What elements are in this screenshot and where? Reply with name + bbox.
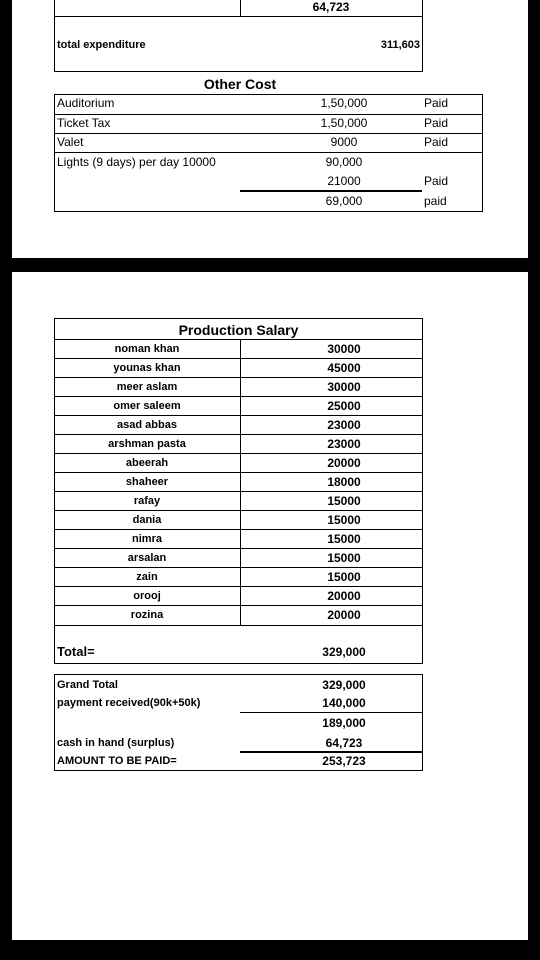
cost-amount: 21000: [327, 174, 361, 188]
cost-amount: 9000: [330, 135, 358, 149]
salary-amount: 18000: [327, 475, 361, 489]
summary-underline: [240, 751, 422, 753]
cost-amount: 1,50,000: [320, 96, 368, 110]
sum-underline: [240, 190, 422, 192]
employee-name: abeerah: [125, 457, 169, 469]
row-divider: [54, 472, 423, 473]
row-divider: [54, 133, 483, 134]
cost-status: paid: [424, 194, 447, 208]
cost-status: Paid: [424, 174, 449, 188]
table-border-right: [422, 0, 423, 72]
cost-amount: 90,000: [325, 155, 363, 169]
total-value: 329,000: [322, 645, 366, 659]
salary-amount: 30000: [327, 380, 361, 394]
payment-received-value: 140,000: [322, 696, 366, 710]
amount-to-be-paid-value: 253,723: [322, 754, 366, 768]
summary-underline: [240, 712, 422, 713]
table-bottom-border: [54, 71, 423, 72]
row-divider: [54, 586, 423, 587]
employee-name: noman khan: [114, 343, 180, 355]
salary-amount: 15000: [327, 513, 361, 527]
row-divider: [54, 434, 423, 435]
document-page-1: [12, 0, 528, 258]
salary-amount: 20000: [327, 589, 361, 603]
rows-bottom-divider: [54, 625, 423, 626]
grand-total-value: 329,000: [322, 678, 366, 692]
salary-amount: 15000: [327, 532, 361, 546]
row-divider: [54, 377, 423, 378]
top-value: 64,723: [312, 0, 350, 14]
row-divider: [54, 567, 423, 568]
row-divider: [54, 548, 423, 549]
payment-received-label: payment received(90k+50k): [57, 697, 201, 709]
cost-label: Valet: [57, 135, 84, 149]
employee-name: arshman pasta: [108, 438, 186, 450]
employee-name: rafay: [133, 495, 161, 507]
row-divider: [54, 415, 423, 416]
difference-value: 189,000: [322, 716, 366, 730]
salary-amount: 23000: [327, 418, 361, 432]
salary-amount: 15000: [327, 551, 361, 565]
salary-amount: 25000: [327, 399, 361, 413]
total-expenditure-label: total expenditure: [57, 39, 146, 51]
employee-name: zain: [136, 571, 158, 583]
employee-name: orooj: [133, 590, 161, 602]
cost-status: Paid: [424, 135, 449, 149]
cost-label: Lights (9 days) per day 10000: [57, 155, 216, 169]
cash-in-hand-value: 64,723: [325, 736, 363, 750]
employee-name: shaheer: [125, 476, 169, 488]
salary-amount: 15000: [327, 494, 361, 508]
header-divider: [54, 339, 423, 340]
employee-name: dania: [132, 514, 162, 526]
row-divider: [54, 358, 423, 359]
row-divider: [54, 152, 483, 153]
employee-name: rozina: [130, 609, 164, 621]
cost-amount: 69,000: [325, 194, 363, 208]
row-divider: [54, 510, 423, 511]
row-divider: [54, 605, 423, 606]
table-row-divider: [54, 16, 422, 17]
document-page-2: [12, 272, 528, 940]
cost-status: Paid: [424, 96, 449, 110]
total-expenditure-value: 311,603: [380, 39, 420, 51]
salary-amount: 23000: [327, 437, 361, 451]
row-divider: [54, 491, 423, 492]
salary-amount: 45000: [327, 361, 361, 375]
salary-amount: 15000: [327, 570, 361, 584]
column-divider: [240, 339, 241, 626]
total-label: Total=: [57, 644, 95, 659]
production-salary-title: Production Salary: [178, 322, 299, 338]
amount-to-be-paid-label: AMOUNT TO BE PAID=: [57, 755, 177, 767]
salary-amount: 20000: [327, 456, 361, 470]
other-cost-table: [54, 94, 483, 212]
row-divider: [54, 396, 423, 397]
row-divider: [54, 453, 423, 454]
cost-status: Paid: [424, 116, 449, 130]
employee-name: asad abbas: [117, 419, 177, 431]
employee-name: omer saleem: [113, 400, 181, 412]
cost-label: Ticket Tax: [57, 116, 111, 130]
employee-name: younas khan: [113, 362, 181, 374]
salary-amount: 30000: [327, 342, 361, 356]
employee-name: arsalan: [127, 552, 167, 564]
other-cost-title: Other Cost: [203, 76, 277, 92]
cost-label: Auditorium: [57, 96, 115, 110]
row-divider: [54, 529, 423, 530]
cost-amount: 1,50,000: [320, 116, 368, 130]
cash-in-hand-label: cash in hand (surplus): [57, 737, 175, 749]
salary-amount: 20000: [327, 608, 361, 622]
table-border-left: [54, 0, 55, 72]
grand-total-label: Grand Total: [57, 679, 118, 691]
row-divider: [54, 114, 483, 115]
employee-name: nimra: [132, 533, 162, 545]
employee-name: meer aslam: [116, 381, 178, 393]
